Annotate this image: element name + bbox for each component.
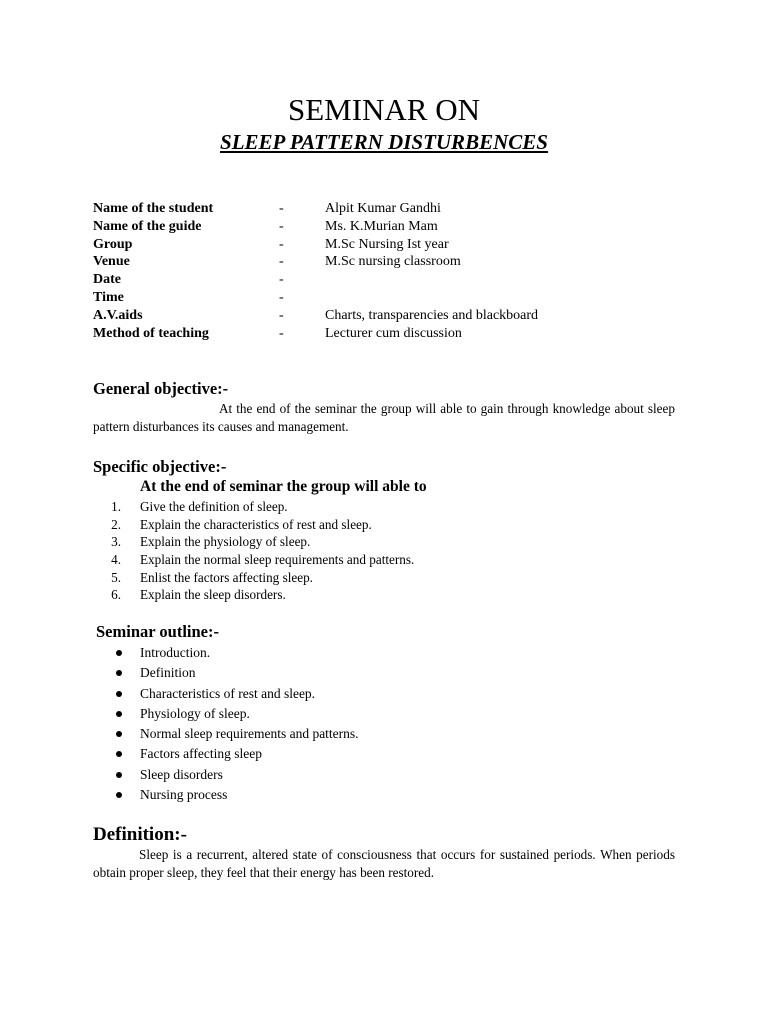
info-row	[93, 253, 693, 271]
info-value: Charts, transparencies and blackboard	[325, 307, 539, 323]
general-objective-text: At the end of the seminar the group will able to gain through knowledge about sleep pattern disturbances its causes and management.	[93, 401, 675, 434]
list-item-text: Characteristics of rest and sleep.	[140, 685, 316, 701]
bullet-icon	[116, 751, 122, 757]
info-value: Ms. K.Murian Mam	[325, 218, 438, 234]
bullet-icon	[116, 711, 122, 717]
info-label: Group	[93, 236, 133, 252]
bullet-icon	[116, 792, 122, 798]
info-row	[93, 271, 693, 289]
bullet-icon	[116, 691, 122, 697]
list-item-text: Give the definition of sleep.	[140, 499, 288, 514]
info-value: Alpit Kumar Gandhi	[325, 201, 441, 216]
list-item-text: Nursing process	[140, 787, 228, 803]
info-row	[93, 236, 693, 254]
info-dash: -	[279, 325, 284, 341]
info-label: Name of the guide	[93, 218, 202, 234]
list-item-number: 1.	[111, 499, 121, 514]
info-dash: -	[279, 201, 284, 216]
info-label: Venue	[93, 254, 130, 270]
specific-objective-heading: Specific objective:-	[93, 457, 227, 476]
list-item-text: Introduction.	[140, 645, 211, 660]
info-value: Lecturer cum discussion	[325, 325, 462, 341]
list-item-number: 4.	[111, 552, 121, 568]
bullet-icon	[116, 650, 122, 656]
list-item-text: Normal sleep requirements and patterns.	[140, 726, 359, 742]
definition-heading: Definition:-	[93, 824, 187, 845]
info-label: Time	[93, 289, 124, 305]
info-row	[93, 325, 693, 343]
info-value: M.Sc nursing classroom	[325, 254, 461, 270]
info-label: Method of teaching	[93, 325, 209, 341]
info-row	[93, 307, 693, 325]
info-row	[93, 289, 693, 307]
info-dash: -	[279, 272, 284, 288]
document-title: SEMINAR ON	[287, 92, 481, 127]
list-item-text: Enlist the factors affecting sleep.	[140, 569, 313, 585]
list-item-text: Sleep disorders	[140, 766, 223, 782]
list-item-text: Explain the physiology of sleep.	[140, 534, 311, 550]
bullet-icon	[116, 772, 122, 778]
info-dash: -	[279, 254, 284, 270]
list-item-text: Physiology of sleep.	[140, 705, 250, 721]
info-label: A.V.aids	[93, 307, 143, 323]
list-item-number: 3.	[111, 534, 121, 550]
seminar-info-table	[93, 200, 693, 342]
definition-text: Sleep is a recurrent, altered state of consciousness that occurs for sustained periods. When periods obtain proper sleep, they feel that their energy has been restored.	[93, 847, 675, 880]
info-value: M.Sc Nursing Ist year	[325, 236, 449, 252]
info-dash: -	[279, 236, 284, 252]
specific-objective-lead: At the end of seminar the group will able to	[140, 478, 427, 495]
list-item-text: Explain the normal sleep requirements and patterns.	[140, 552, 415, 568]
list-item-text: Definition	[140, 665, 196, 681]
list-item-text: Explain the characteristics of rest and sleep.	[140, 516, 372, 532]
list-item-number: 6.	[111, 587, 121, 603]
document-subtitle: SLEEP PATTERN DISTURBENCES	[220, 130, 548, 154]
bullet-icon	[116, 731, 122, 737]
info-row	[93, 218, 693, 236]
info-label: Name of the student	[93, 201, 214, 216]
list-item-number: 5.	[111, 569, 121, 585]
bullet-icon	[116, 670, 122, 676]
info-row	[93, 200, 693, 218]
info-label: Date	[93, 272, 121, 288]
list-item-text: Explain the sleep disorders.	[140, 587, 286, 603]
general-objective-heading: General objective:-	[93, 379, 229, 398]
seminar-outline-heading: Seminar outline:-	[96, 622, 219, 641]
info-dash: -	[279, 218, 284, 234]
list-item-number: 2.	[111, 516, 121, 532]
list-item-text: Factors affecting sleep	[140, 746, 262, 762]
info-dash: -	[279, 289, 284, 305]
info-dash: -	[279, 307, 284, 323]
